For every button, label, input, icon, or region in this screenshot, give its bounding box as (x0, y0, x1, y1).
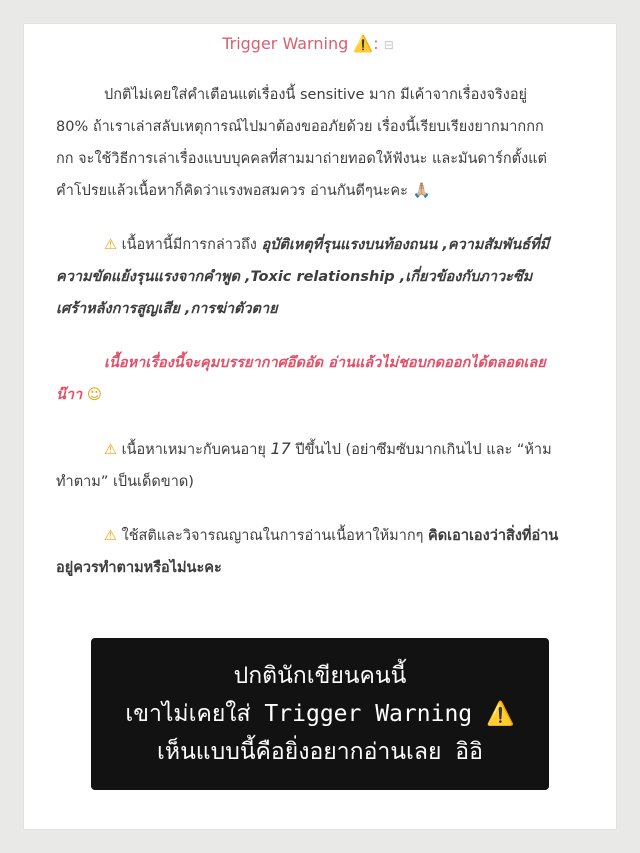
atmosphere-text: เนื้อหาเรื่องนี้จะคุมบรรยากาศอึดอัด อ่านแล้วไม่ชอบกดออกได้ตลอดเลยน๊าา (56, 355, 546, 403)
pray-icon: 🙏🏼 (412, 183, 431, 199)
topics-list: อุบัติเหตุที่รุนแรงบนท้องถนน ,ความสัมพันธ์ที่มีความขัดแย้งรุนแรงจากคำพูด ,Toxic relationship ,เกี่ยวข้องกับภาวะซึมเศร้าหลังการสูญเสีย ,การฆ่าตัวตาย (56, 237, 550, 317)
intro-paragraph (56, 79, 560, 207)
age-paragraph (56, 433, 560, 498)
discretion-bold: คิดเอาเองว่าสิ่งที่อ่านอยู่ควรทำตามหรือไม่นะคะ (56, 528, 559, 576)
topics-lead: เนื้อหานี้มีการกล่าวถึง (121, 237, 257, 253)
warning-icon: ⚠ (104, 528, 117, 544)
warning-icon: ⚠️ (486, 701, 515, 727)
age-number: 17 (270, 439, 291, 458)
content-topics-paragraph (56, 229, 560, 325)
age-text-b: ปีขึ้นไป (อย่าซึมซับมากเกินไป และ “ห้ามทำตาม” เป็นเด็ดขาด) (56, 442, 552, 490)
smile-icon: ☺ (86, 387, 102, 403)
title-text: Trigger Warning (222, 34, 349, 53)
warning-icon: ⚠️ (353, 34, 374, 53)
banner-line-2-text: เขาไม่เคยใส่ Trigger Warning (125, 701, 473, 727)
edit-mark-icon: ⊟ (383, 38, 394, 52)
caption-banner (91, 638, 549, 790)
warning-icon: ⚠ (104, 442, 117, 458)
page-title (56, 28, 560, 61)
banner-line-2 (91, 695, 549, 733)
age-text-a: เนื้อหาเหมาะกับคนอายุ (121, 442, 266, 458)
title-suffix: : (373, 34, 379, 53)
atmosphere-paragraph (56, 347, 560, 411)
warning-icon: ⚠ (104, 237, 117, 253)
discretion-text: ใช้สติและวิจารณญาณในการอ่านเนื้อหาให้มากๆ (121, 528, 424, 544)
banner-line-3: เห็นแบบนี้คือยิ่งอยากอ่านเลย อิอิ (157, 739, 483, 765)
discretion-paragraph (56, 520, 560, 584)
intro-text: ปกติไม่เคยใส่คำเตือนแต่เรื่องนี้ sensitive มาก มีเค้าจากเรื่องจริงอยู่ 80% ถ้าเราเล่าสลับเหตุการณ์ไปมาต้องขออภัยด้วย เรื่องนี้เรียบเรียงยากมากกกกก จะใช้วิธีการเล่าเรื่องแบบบุคคลที่สามมาถ่ายทอดให้ฟังนะ และมันดาร์กตั้งแต่คำโปรยแล้วเนื้อหาก็คิดว่าแรงพอสมควร อ่านกันดีๆนะคะ (56, 87, 547, 199)
banner-line-1: ปกตินักเขียนคนนี้ (233, 663, 407, 689)
warning-notice (56, 28, 560, 606)
